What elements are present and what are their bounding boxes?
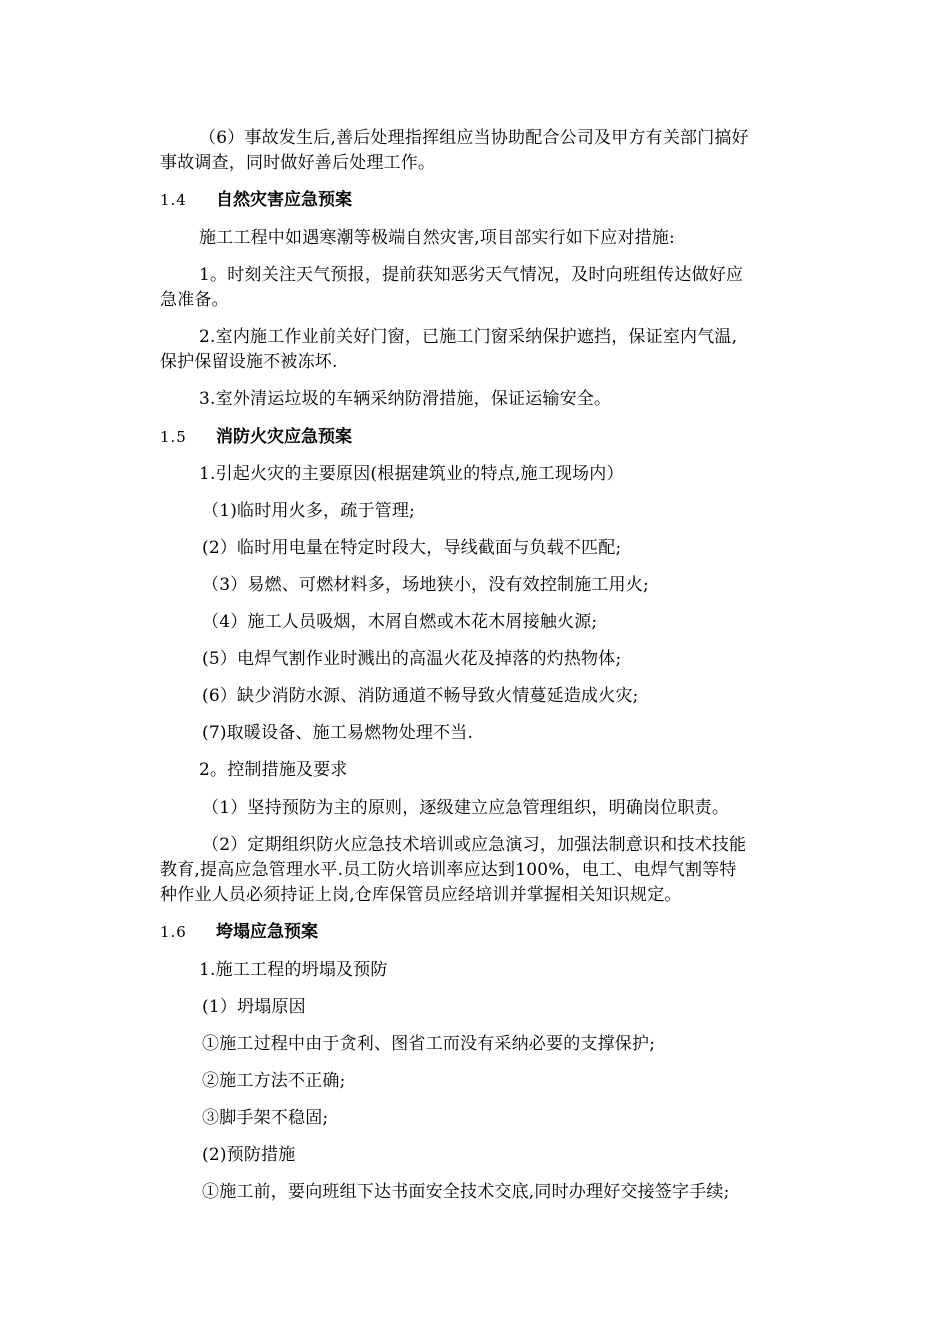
text-line: 2.室内施工作业前关好门窗，已施工门窗采纳保护遮挡，保证室内气温, — [199, 327, 738, 347]
text-line: (6）缺少消防水源、消防通道不畅导致火情蔓延造成火灾; — [202, 686, 639, 706]
text-line: 1.引起火灾的主要原因(根据建筑业的特点,施工现场内） — [199, 464, 624, 484]
text-line: 1.施工工程的坍塌及预防 — [199, 960, 388, 980]
text-line: 种作业人员必须持证上岗,仓库保管员应经培训并掌握相关知识规定。 — [160, 885, 682, 905]
text-line: 事故调查，同时做好善后处理工作。 — [160, 153, 436, 173]
text-line: (1）坍塌原因 — [202, 997, 306, 1017]
text-line: 施工工程中如遇寒潮等极端自然灾害,项目部实行如下应对措施: — [199, 228, 675, 248]
text-line: 急准备。 — [160, 290, 229, 310]
text-line: ③脚手架不稳固; — [202, 1108, 329, 1128]
text-line: (5）电焊气割作业时溅出的高温火花及掉落的灼热物体; — [202, 649, 622, 669]
text-line: ①施工前，要向班组下达书面安全技术交底,同时办理好交接签字手续; — [202, 1182, 730, 1202]
section-title: 垮塌应急预案 — [216, 922, 318, 942]
section-title: 自然灾害应急预案 — [216, 190, 352, 210]
section-number: 1.4 — [160, 191, 187, 209]
text-line: （6）事故发生后,善后处理指挥组应当协助配合公司及甲方有关部门搞好 — [199, 128, 749, 148]
text-line: 2。控制措施及要求 — [199, 760, 348, 780]
section-number: 1.6 — [160, 923, 187, 941]
text-line: （4）施工人员吸烟，木屑自燃或木花木屑接触火源; — [202, 612, 598, 632]
text-line: （2）定期组织防火应急技术培训或应急演习，加强法制意识和技术技能 — [202, 835, 747, 855]
text-line: （1）坚持预防为主的原则，逐级建立应急管理组织，明确岗位职责。 — [202, 798, 730, 818]
section-heading — [160, 426, 352, 448]
section-number: 1.5 — [160, 428, 187, 446]
section-heading — [160, 921, 318, 943]
text-line: 教育,提高应急管理水平.员工防火培训率应达到100%，电工、电焊气割等特 — [160, 860, 737, 880]
section-heading — [160, 189, 352, 211]
text-line: ②施工方法不正确; — [202, 1071, 346, 1091]
text-line: (2)预防措施 — [202, 1145, 296, 1165]
text-line: ①施工过程中由于贪利、图省工而没有采纳必要的支撑保护; — [202, 1034, 656, 1054]
text-line: 1。时刻关注天气预报，提前获知恶劣天气情况，及时向班组传达做好应 — [199, 265, 744, 285]
text-line: (2）临时用电量在特定时段大，导线截面与负载不匹配; — [202, 538, 622, 558]
text-line: （1)临时用火多，疏于管理; — [202, 501, 415, 521]
text-line: (7)取暖设备、施工易燃物处理不当. — [202, 723, 474, 743]
section-title: 消防火灾应急预案 — [216, 427, 352, 447]
text-line: 3.室外清运垃圾的车辆采纳防滑措施，保证运输安全。 — [199, 389, 612, 409]
text-line: （3）易燃、可燃材料多，场地狭小，没有效控制施工用火; — [202, 575, 649, 595]
text-line: 保护保留设施不被冻坏. — [160, 352, 338, 372]
